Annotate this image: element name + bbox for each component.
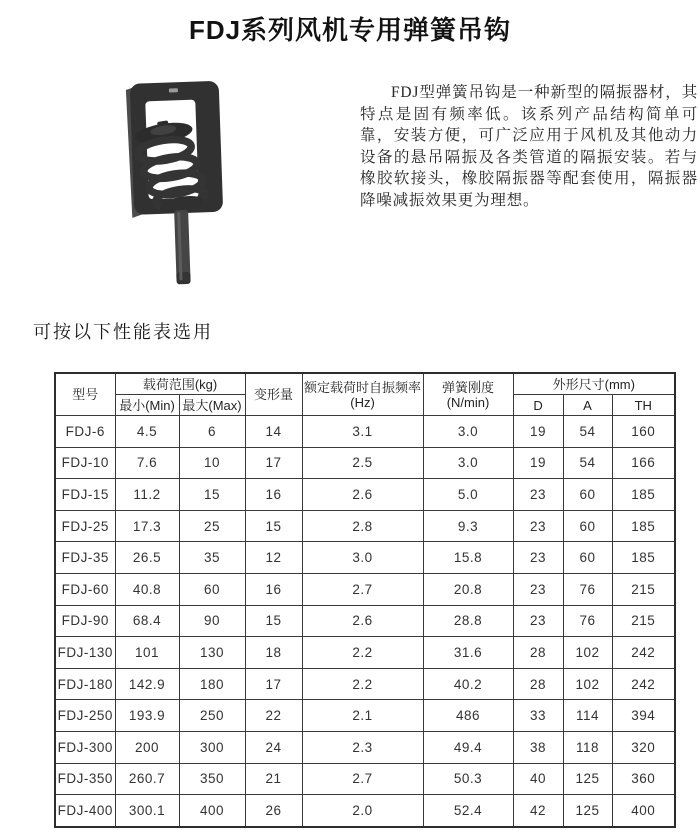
page-title: FDJ系列风机专用弹簧吊钩 [188,15,512,45]
header-stiffness [423,373,513,416]
table-cell: 24 [245,731,302,763]
table-cell: 2.6 [302,479,423,511]
product-photo [110,70,262,298]
hanger-rod-tip [176,272,190,284]
table-cell: FDJ-35 [55,542,115,574]
table-cell: 40 [513,763,563,795]
table-row [55,795,675,827]
table-cell: 320 [612,731,675,763]
header-row-1 [55,373,675,395]
table-cell: 14 [245,416,302,448]
table-cell: FDJ-10 [55,447,115,479]
table-cell: 90 [179,605,245,637]
table-cell: FDJ-60 [55,573,115,605]
table-cell: 2.6 [302,605,423,637]
spec-table [54,372,676,828]
table-cell: 28 [513,668,563,700]
table-cell: 76 [563,573,612,605]
table-cell: 28 [513,637,563,669]
table-cell: 15 [245,510,302,542]
table-cell: 50.3 [423,763,513,795]
header-max: 最大(Max) [179,395,245,416]
table-cell: 54 [563,447,612,479]
table-cell: 26.5 [115,542,179,574]
table-cell: 22 [245,700,302,732]
table-cell: 15.8 [423,542,513,574]
table-cell: 185 [612,542,675,574]
table-cell: 2.5 [302,447,423,479]
table-cell: 38 [513,731,563,763]
table-cell: 160 [612,416,675,448]
table-cell: 68.4 [115,605,179,637]
table-row [55,542,675,574]
table-cell: 215 [612,573,675,605]
table-cell: FDJ-400 [55,795,115,827]
table-cell: FDJ-90 [55,605,115,637]
table-cell: 17 [245,447,302,479]
table-cell: 11.2 [115,479,179,511]
table-cell: 49.4 [423,731,513,763]
table-row [55,668,675,700]
table-cell: 102 [563,668,612,700]
table-cell: 260.7 [115,763,179,795]
table-cell: 60 [179,573,245,605]
table-cell: 7.6 [115,447,179,479]
table-cell: 394 [612,700,675,732]
table-cell: 26 [245,795,302,827]
table-row [55,510,675,542]
table-cell: 360 [612,763,675,795]
header-dimensions: 外形尺寸(mm) [513,373,675,395]
table-row [55,700,675,732]
table-cell: 54 [563,416,612,448]
table-cell: 2.0 [302,795,423,827]
table-cell: 185 [612,479,675,511]
table-cell: 60 [563,510,612,542]
table-cell: 28.8 [423,605,513,637]
table-cell: 130 [179,637,245,669]
table-cell: 185 [612,510,675,542]
table-cell: 35 [179,542,245,574]
table-cell: 23 [513,510,563,542]
table-row [55,763,675,795]
table-cell: 193.9 [115,700,179,732]
table-row [55,447,675,479]
table-cell: 9.3 [423,510,513,542]
header-th: TH [612,395,675,416]
header-deformation: 变形量 [245,373,302,416]
table-cell: 114 [563,700,612,732]
header-model: 型号 [55,373,115,416]
table-cell: 3.0 [423,447,513,479]
table-cell: 60 [563,479,612,511]
table-row [55,573,675,605]
intro-paragraph: FDJ型弹簧吊钩是一种新型的隔振器材，其特点是固有频率低。该系列产品结构简单可靠，安装方便，可广泛应用于风机及其他动力设备的悬吊隔振及各类管道的隔振安装。若与橡胶软接头，橡胶隔振器等配套使用，隔振器降噪减振效果更为理想。 [360,84,698,209]
table-cell: 23 [513,479,563,511]
table-cell: 23 [513,605,563,637]
table-cell: 101 [115,637,179,669]
table-cell: 200 [115,731,179,763]
header-frequency-line2: (Hz) [350,394,375,410]
table-cell: 4.5 [115,416,179,448]
table-header [55,373,675,416]
table-cell: 23 [513,542,563,574]
table-cell: 12 [245,542,302,574]
table-cell: 2.3 [302,731,423,763]
table-cell: 2.2 [302,668,423,700]
header-stiffness-line2: (N/min) [446,394,490,410]
table-cell: FDJ-300 [55,731,115,763]
table-cell: 31.6 [423,637,513,669]
table-cell: 2.1 [302,700,423,732]
table-row [55,637,675,669]
table-cell: 17.3 [115,510,179,542]
header-a: A [563,395,612,416]
table-cell: 52.4 [423,795,513,827]
table-cell: 19 [513,447,563,479]
table-cell: 166 [612,447,675,479]
table-cell: 300 [179,731,245,763]
table-cell: FDJ-350 [55,763,115,795]
table-cell: 42 [513,795,563,827]
table-cell: 102 [563,637,612,669]
table-cell: 40.2 [423,668,513,700]
table-cell: 6 [179,416,245,448]
table-cell: 215 [612,605,675,637]
table-cell: 25 [179,510,245,542]
table-cell: FDJ-180 [55,668,115,700]
table-cell: 16 [245,573,302,605]
table-cell: 2.7 [302,763,423,795]
table-caption: 可按以下性能表选用 [33,322,213,342]
table-cell: 300.1 [115,795,179,827]
table-cell: 400 [179,795,245,827]
table-cell: FDJ-250 [55,700,115,732]
header-stiffness-line1: 弹簧刚度 [442,379,495,395]
table-cell: 242 [612,637,675,669]
table-cell: FDJ-25 [55,510,115,542]
table-cell: 10 [179,447,245,479]
hanger-rod [174,210,191,282]
table-cell: 180 [179,668,245,700]
table-cell: 15 [245,605,302,637]
table-cell: 17 [245,668,302,700]
table-cell: 3.1 [302,416,423,448]
header-min: 最小(Min) [115,395,179,416]
table-cell: 15 [179,479,245,511]
table-cell: 3.0 [423,416,513,448]
table-cell: 16 [245,479,302,511]
table-cell: 2.2 [302,637,423,669]
table-body [55,416,675,827]
table-row [55,731,675,763]
table-cell: 486 [423,700,513,732]
table-cell: 125 [563,763,612,795]
table-cell: 21 [245,763,302,795]
table-cell: 5.0 [423,479,513,511]
table-cell: 400 [612,795,675,827]
table-cell: 118 [563,731,612,763]
table-cell: 23 [513,573,563,605]
table-cell: 2.8 [302,510,423,542]
table-cell: 2.7 [302,573,423,605]
table-cell: FDJ-15 [55,479,115,511]
table-cell: 60 [563,542,612,574]
table-cell: 125 [563,795,612,827]
table-cell: 40.8 [115,573,179,605]
table-cell: 76 [563,605,612,637]
header-frequency [302,373,423,416]
hanger-top-notch [169,88,178,92]
table-cell: 350 [179,763,245,795]
table-cell: FDJ-6 [55,416,115,448]
table-cell: 18 [245,637,302,669]
table-cell: 33 [513,700,563,732]
table-row [55,416,675,448]
table-cell: 242 [612,668,675,700]
header-frequency-line1: 额定载荷时自振频率 [304,379,422,395]
spring-hanger-image [110,70,262,298]
table-row [55,479,675,511]
table-cell: 19 [513,416,563,448]
table-cell: FDJ-130 [55,637,115,669]
table-row [55,605,675,637]
table-cell: 20.8 [423,573,513,605]
header-d: D [513,395,563,416]
header-load-range: 载荷范围(kg) [115,373,245,395]
table-cell: 250 [179,700,245,732]
table-cell: 142.9 [115,668,179,700]
table-cell: 3.0 [302,542,423,574]
